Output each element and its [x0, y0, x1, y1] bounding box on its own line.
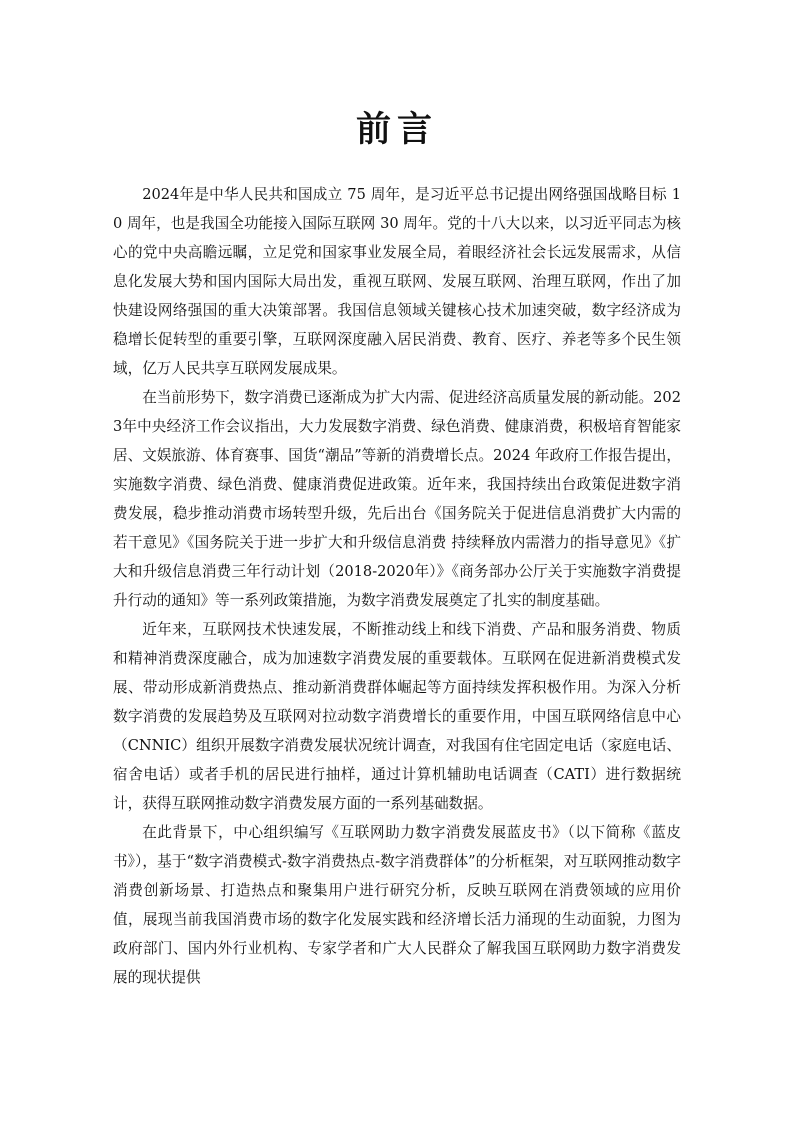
- page-title: 前言: [355, 109, 438, 150]
- paragraph-2: 在当前形势下，数字消费已逐渐成为扩大内需、促进经济高质量发展的新动能。2023年中央经济工作会议指出，大力发展数字消费、绿色消费、健康消费，积极培育智能家居、文娱旅游、体育赛事、国货“潮品”等新的消费增长点。2024 年政府工作报告提出，实施数字消费、绿色消费、健康消费促进政策。近年来，我国持续出台政策促进数字消费发展，稳步推动消费市场转型升级，先后出台《国务院关于促进信息消费扩大内需的若干意见》《国务院关于进一步扩大和升级信息消费 持续释放内需潜力的指导意见》《扩大和升级信息消费三年行动计划（2018-2020年）》《商务部办公厅关于实施数字消费提升行动的通知》等一系列政策措施，为数字消费发展奠定了扎实的制度基础。: [113, 389, 681, 609]
- body-text: [113, 180, 681, 992]
- paragraph-3: 近年来，互联网技术快速发展，不断推动线上和线下消费、产品和服务消费、物质和精神消费深度融合，成为加速数字消费发展的重要载体。互联网在促进新消费模式发展、带动形成新消费热点、推动新消费群体崛起等方面持续发挥积极作用。为深入分析数字消费的发展趋势及互联网对拉动数字消费增长的重要作用，中国互联网络信息中心（CNNIC）组织开展数字消费发展状况统计调查，对我国有住宅固定电话（家庭电话、宿舍电话）或者手机的居民进行抽样，通过计算机辅助电话调查（CATI）进行数据统计，获得互联网推动数字消费发展方面的一系列基础数据。: [113, 621, 681, 812]
- paragraph-1: 2024年是中华人民共和国成立 75 周年，是习近平总书记提出网络强国战略目标 10 周年，也是我国全功能接入国际互联网 30 周年。党的十八大以来，以习近平同志为核心的党中央高瞻远瞩，立足党和国家事业发展全局，着眼经济社会长远发展需求，从信息化发展大势和国内国际大局出发，重视互联网、发展互联网、治理互联网，作出了加快建设网络强国的重大决策部署。我国信息领域关键核心技术加速突破，数字经济成为稳增长促转型的重要引擎，互联网深度融入居民消费、教育、医疗、养老等多个民生领域，亿万人民共享互联网发展成果。: [113, 186, 681, 377]
- paragraph-4: 在此背景下，中心组织编写《互联网助力数字消费发展蓝皮书》（以下简称《蓝皮书》），基于“数字消费模式-数字消费热点-数字消费群体”的分析框架，对互联网推动数字消费创新场景、打造热点和聚集用户进行研究分析，反映互联网在消费领域的应用价值，展现当前我国消费市场的数字化发展实践和经济增长活力涌现的生动面貌，力图为政府部门、国内外行业机构、专家学者和广大人民群众了解我国互联网助力数字消费发展的现状提供: [113, 824, 681, 986]
